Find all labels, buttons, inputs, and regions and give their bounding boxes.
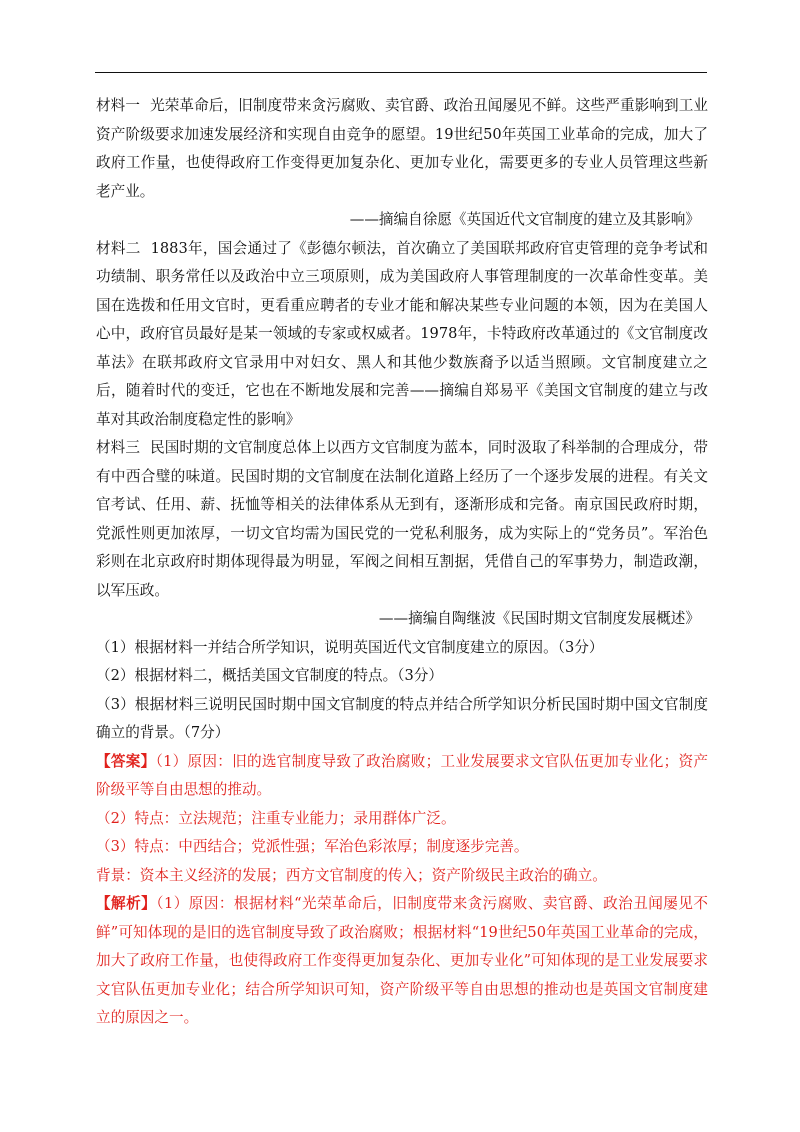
material-2 xyxy=(96,235,708,435)
material-3 xyxy=(96,434,708,605)
analysis-text: （1）原因：根据材料“光荣革命后，旧制度带来贪污腐败、卖官爵、政治丑闻屡见不鲜”可知体现的是旧的选官制度导致了政治腐败；根据材料“19世纪50年英国工业革命的完成，加大了政府工作量，也使得政府工作变得更加复杂化、更加专业化”可知体现的是工业发展要求文官队伍更加专业化；结合所学知识可知，资产阶级平等自由思想的推动也是英国文官制度建立的原因之一。 xyxy=(96,895,708,1026)
document-body xyxy=(96,92,708,1033)
material-2-text: 1883年，国会通过了《彭德尔顿法，首次确立了美国联邦政府官吏管理的竞争考试和功绩制、职务常任以及政治中立三项原则，成为美国政府人事管理制度的一次革命性变革。美国在选拨和任用文官时，更看重应聘者的专业才能和解决某些专业问题的本领，因为在美国人心中，政府官员最好是某一领域的专家或权威者。1978年，卡特政府改革通过的《文官制度改革法》在联邦政府文官录用中对妇女、黑人和其他少数族裔予以适当照顾。文官制度建立之后，随着时代的变迁，它也在不断地发展和完善——摘编自郑易平《美国文官制度的建立与改革对其政治制度稳定性的影响》 xyxy=(96,239,708,428)
question-3: （3）根据材料三说明民国时期中国文官制度的特点并结合所学知识分析民国时期中国文官制度确立的背景。（7分） xyxy=(96,695,708,741)
material-1-text: 光荣革命后，旧制度带来贪污腐败、卖官爵、政治丑闻屡见不鲜。这些严重影响到工业资产阶级要求加速发展经济和实现自由竞争的愿望。19世纪50年英国工业革命的完成，加大了政府工作量，也使得政府工作变得更加复杂化、更加专业化，需要更多的专业人员管理这些新老产业。 xyxy=(96,97,708,200)
material-1-label: 材料一 xyxy=(96,97,141,114)
material-1-source: ——摘编自徐愿《英国近代文官制度的建立及其影响》 xyxy=(349,211,700,228)
material-3-label: 材料三 xyxy=(96,439,141,456)
question-2: （2）根据材料二，概括美国文官制度的特点。（3分） xyxy=(96,667,443,684)
answer-line-3: （3）特点：中西结合；党派性强；军治色彩浓厚；制度逐步完善。 xyxy=(96,838,529,855)
material-3-source: ——摘编自陶继波《民国时期文官制度发展概述》 xyxy=(378,610,700,627)
answer-line-1 xyxy=(96,748,708,805)
analysis xyxy=(96,890,708,1033)
answer-label: 【答案】 xyxy=(96,752,156,770)
answer-line-2: （2）特点：立法规范；注重专业能力；录用群体广泛。 xyxy=(96,809,456,827)
answer-line-4: 背景：资本主义经济的发展；西方文官制度的传入；资产阶级民主政治的确立。 xyxy=(96,866,607,884)
header-rule xyxy=(95,72,707,73)
analysis-label: 【解析】 xyxy=(96,895,157,912)
material-3-text: 民国时期的文官制度总体上以西方文官制度为蓝本，同时汲取了科举制的合理成分，带有中西合璧的味道。民国时期的文官制度在法制化道路上经历了一个逐步发展的进程。有关文官考试、任用、薪、抚恤等相关的法律体系从无到有，逐渐形成和完备。南京国民政府时期，党派性则更加浓厚，一切文官均需为国民党的一党私利服务，成为实际上的“党务员”。军治色彩则在北京政府时期体现得最为明显，军阀之间相互割据，凭借自己的军事势力，制造政潮，以军压政。 xyxy=(96,439,708,599)
material-2-label: 材料二 xyxy=(96,239,141,257)
question-1: （1）根据材料一并结合所学知识，说明英国近代文官制度建立的原因。（3分） xyxy=(96,638,604,656)
material-1 xyxy=(96,92,708,206)
answer-text-1: （1）原因：旧的选官制度导致了政治腐败；工业发展要求文官队伍更加专业化；资产阶级平等自由思想的推动。 xyxy=(96,752,708,798)
